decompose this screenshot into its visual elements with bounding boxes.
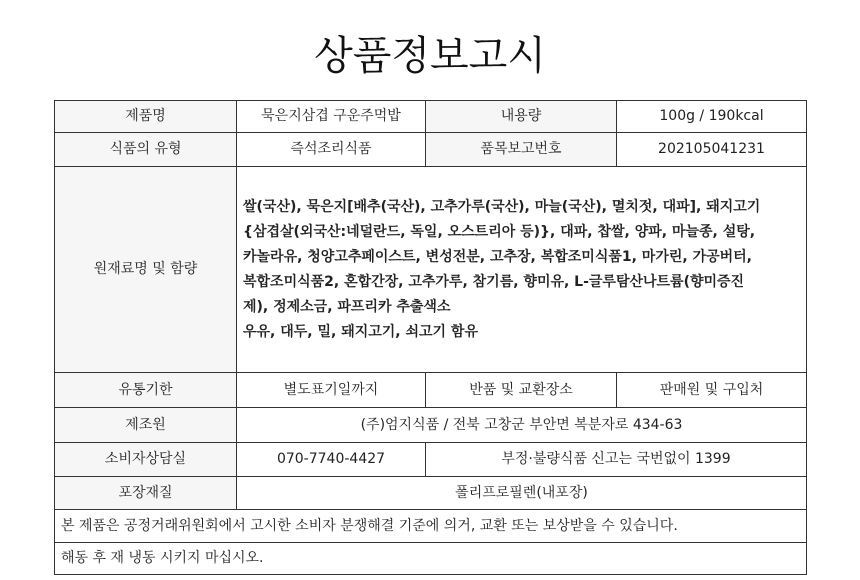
expiry-value: 별도표기일까지 [237,373,426,408]
ingredients-line: 복합조미식품2, 혼합간장, 고추가루, 참기름, 향미유, L-글루탐산나트륨(향미증진 [243,273,745,290]
ingredients-label: 원재료명 및 함량 [55,167,237,373]
ingredients-line: 제), 정제소금, 파프리카 추출색소 [243,298,451,315]
manufacturer-value: (주)엄지식품 / 전북 고창군 부안면 복분자로 434-63 [237,408,807,443]
compensation-notice: 본 제품은 공정거래위원회에서 고시한 소비자 분쟁해결 기준에 의거, 교환 또는 보상받을 수 있습니다. [55,510,807,543]
expiry-label: 유통기한 [55,373,237,408]
packaging-label: 포장재질 [55,477,237,510]
manufacturer-label: 제조원 [55,408,237,443]
product-name-label: 제품명 [55,101,237,133]
consumer-center-phone: 070-7740-4427 [237,443,426,477]
food-type-value: 즉석조리식품 [237,133,426,167]
report-hotline-info: 부정·불량식품 신고는 국번없이 1399 [426,443,807,477]
return-place-label: 반품 및 교환장소 [426,373,617,408]
consumer-center-label: 소비자상담실 [55,443,237,477]
ingredients-cell [237,167,807,373]
ingredients-line: {삼겹살(외국산:네덜란드, 독일, 오스트리아 등)}, 대파, 찹쌀, 양파, 마늘종, 설탕, [243,223,756,240]
volume-label: 내용량 [426,101,617,133]
report-number-label: 품목보고번호 [426,133,617,167]
product-name-value: 묵은지삼겹 구운주먹밥 [237,101,426,133]
page-title: 상품정보고시 [314,33,546,79]
report-number-value: 202105041231 [617,133,807,167]
refreeze-warning: 해동 후 재 냉동 시키지 마십시오. [55,543,807,575]
ingredients-line: 쌀(국산), 묵은지[배추(국산), 고추가루(국산), 마늘(국산), 멸치젓, 대파], 돼지고기 [243,198,761,215]
product-info-table [54,100,807,575]
food-type-label: 식품의 유형 [55,133,237,167]
seller-label: 판매원 및 구입처 [617,373,807,408]
packaging-value: 폴리프로필렌(내포장) [237,477,807,510]
ingredients-line: 카놀라유, 청양고추페이스트, 변성전분, 고추장, 복합조미식품1, 마가린, 가공버터, [243,248,752,265]
allergen-line: 우유, 대두, 밀, 돼지고기, 쇠고기 함유 [243,323,478,340]
volume-value: 100g / 190kcal [617,101,807,133]
